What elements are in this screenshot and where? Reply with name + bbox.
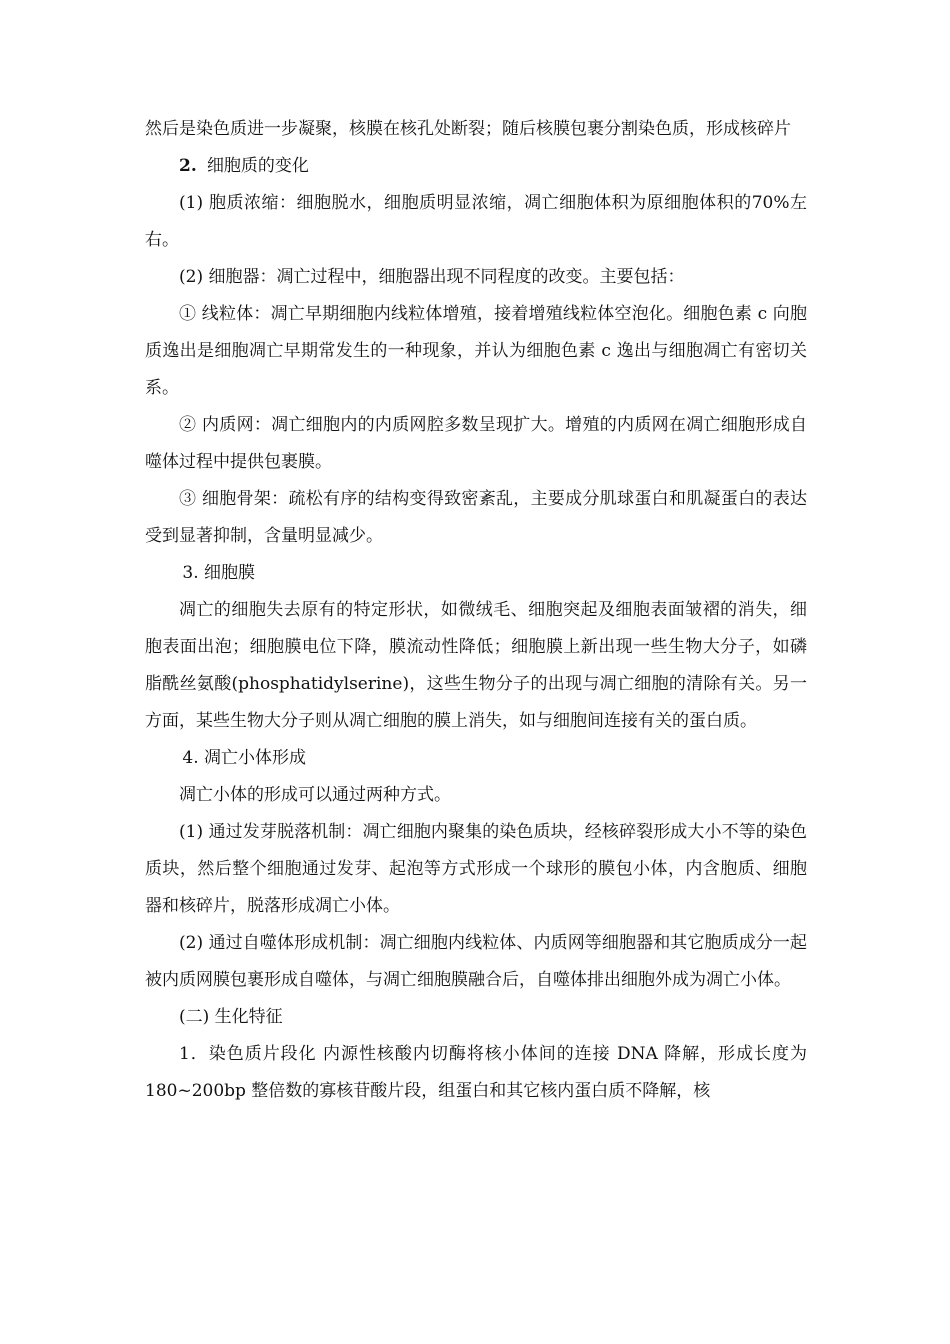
paragraph-3: (2) 细胞器：凋亡过程中，细胞器出现不同程度的改变。主要包括： — [179, 267, 685, 287]
paragraph-12: (2) 通过自噬体形成机制：凋亡细胞内线粒体、内质网等细胞器和其它胞质成分一起被内质网膜包裹形成自噬体，与凋亡细胞膜融合后，自噬体排出细胞外成为凋亡小体。 — [145, 933, 807, 990]
paragraph-8: 凋亡的细胞失去原有的特定形状，如微绒毛、细胞突起及细胞表面皱褶的消失，细胞表面出泡；细胞膜电位下降，膜流动性降低；细胞膜上新出现一些生物大分子，如磷脂酰丝氨酸(phosphatidylserine)，这些生物分子的出现与凋亡细胞的清除有关。另一方面，某些生物大分子则从凋亡细胞的膜上消失，如与细胞间连接有关的蛋白质。 — [145, 600, 807, 731]
paragraph-6: ③ 细胞骨架：疏松有序的结构变得致密紊乱，主要成分肌球蛋白和肌凝蛋白的表达受到显著抑制，含量明显减少。 — [145, 489, 807, 546]
paragraph-5: ② 内质网：凋亡细胞内的内质网腔多数呈现扩大。增殖的内质网在凋亡细胞形成自噬体过程中提供包裹膜。 — [145, 415, 807, 472]
heading-text: 细胞质的变化 — [206, 156, 309, 176]
paragraph-2: (1) 胞质浓缩：细胞脱水，细胞质明显浓缩，凋亡细胞体积为原细胞体积的70%左右。 — [145, 193, 807, 250]
paragraph-4: ① 线粒体：凋亡早期细胞内线粒体增殖，接着增殖线粒体空泡化。细胞色素 c 向胞质逸出是细胞凋亡早期常发生的一种现象，并认为细胞色素 c 逸出与细胞凋亡有密切关系。 — [145, 304, 807, 398]
paragraph-0: 然后是染色质进一步凝聚，核膜在核孔处断裂；随后核膜包裹分割染色质，形成核碎片 — [145, 119, 791, 139]
heading-number: 2. — [179, 156, 197, 176]
paragraph-11: (1) 通过发芽脱落机制：凋亡细胞内聚集的染色质块，经核碎裂形成大小不等的染色质块，然后整个细胞通过发芽、起泡等方式形成一个球形的膜包小体，内含胞质、细胞器和核碎片，脱落形成凋亡小体。 — [145, 822, 807, 916]
paragraph-10: 凋亡小体的形成可以通过两种方式。 — [179, 785, 451, 805]
paragraph-14: 1．染色质片段化 内源性核酸内切酶将核小体间的连接 DNA 降解，形成长度为 180~200bp 整倍数的寡核苷酸片段，组蛋白和其它核内蛋白质不降解，核 — [145, 1044, 807, 1101]
section-heading-biochemical: (二) 生化特征 — [179, 1007, 283, 1027]
section-heading-cytoplasm — [145, 148, 807, 185]
section-heading-membrane: 3. 细胞膜 — [182, 563, 256, 583]
section-heading-apoptotic-body: 4. 凋亡小体形成 — [182, 748, 307, 768]
document-page — [145, 111, 807, 1110]
